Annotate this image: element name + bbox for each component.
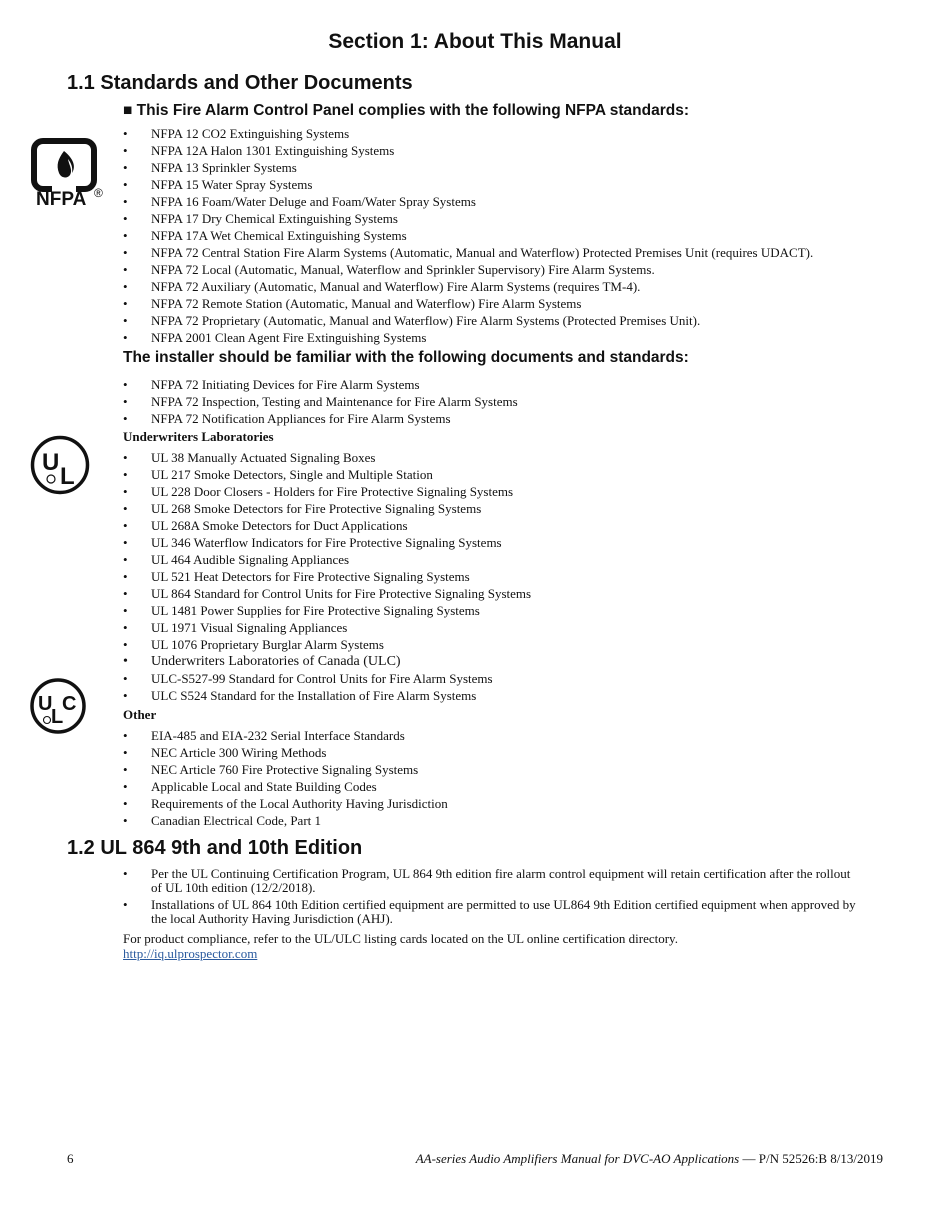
nfpa-logo xyxy=(28,137,108,209)
nfpa-standard-item: • NFPA 17A Wet Chemical Extinguishing Systems xyxy=(123,227,883,244)
installer-document-item: • NFPA 72 Initiating Devices for Fire Alarm Systems xyxy=(123,376,883,393)
ul-standard-item: • UL 1481 Power Supplies for Fire Protective Signaling Systems xyxy=(123,602,883,619)
section-1-2-heading: 1.2 UL 864 9th and 10th Edition xyxy=(67,837,363,859)
ulc-logo-graphic xyxy=(29,677,87,735)
other-heading: Other xyxy=(123,707,157,722)
ul-edition-item: • Per the UL Continuing Certification Program, UL 864 9th edition fire alarm control equipment will retain certification after the rollout of UL 10th edition (12/2/2018). xyxy=(123,867,863,895)
nfpa-standard-item: • NFPA 72 Proprietary (Automatic, Manual and Waterflow) Fire Alarm Systems (Protected Premises Unit). xyxy=(123,312,883,329)
installer-document-item: • NFPA 72 Notification Appliances for Fire Alarm Systems xyxy=(123,410,883,427)
ul-logo xyxy=(29,434,91,496)
ul-standard-item: • Underwriters Laboratories of Canada (ULC) xyxy=(123,653,883,670)
footer-manual-title: AA-series Audio Amplifiers Manual for DVC-AO Applications xyxy=(415,1151,740,1166)
ul-standards-list xyxy=(123,449,883,704)
other-documents-list xyxy=(123,727,883,829)
other-document-item: • EIA-485 and EIA-232 Serial Interface Standards xyxy=(123,727,883,744)
installer-document-item: • NFPA 72 Inspection, Testing and Maintenance for Fire Alarm Systems xyxy=(123,393,883,410)
nfpa-standards-list xyxy=(123,125,883,346)
other-document-item: • Applicable Local and State Building Codes xyxy=(123,778,883,795)
nfpa-standard-item: • NFPA 12 CO2 Extinguishing Systems xyxy=(123,125,883,142)
nfpa-standard-item: • NFPA 17 Dry Chemical Extinguishing Systems xyxy=(123,210,883,227)
ul-logo-graphic xyxy=(29,434,91,496)
ul-standard-item: • UL 1076 Proprietary Burglar Alarm Systems xyxy=(123,636,883,653)
ulc-logo xyxy=(29,677,87,735)
section-1-1-heading: 1.1 Standards and Other Documents xyxy=(67,72,413,94)
ul-standard-item: • UL 864 Standard for Control Units for Fire Protective Signaling Systems xyxy=(123,585,883,602)
installer-documents-list xyxy=(123,376,883,427)
ul-standard-item: • UL 268 Smoke Detectors for Fire Protective Signaling Systems xyxy=(123,500,883,517)
footer-part-number: — P/N 52526:B 8/13/2019 xyxy=(739,1151,883,1166)
ul-heading: Underwriters Laboratories xyxy=(123,429,274,444)
ul-logo-u: U xyxy=(42,449,60,476)
other-document-item: • NEC Article 760 Fire Protective Signaling Systems xyxy=(123,761,883,778)
other-document-item: • NEC Article 300 Wiring Methods xyxy=(123,744,883,761)
ul-standard-item: • UL 228 Door Closers - Holders for Fire Protective Signaling Systems xyxy=(123,483,883,500)
ul-standard-item: • ULC-S527-99 Standard for Control Units for Fire Alarm Systems xyxy=(123,670,883,687)
nfpa-standard-item: • NFPA 72 Auxiliary (Automatic, Manual and Waterflow) Fire Alarm Systems (requires TM-4). xyxy=(123,278,883,295)
nfpa-standard-item: • NFPA 13 Sprinkler Systems xyxy=(123,159,883,176)
nfpa-registered-mark: ® xyxy=(94,186,103,200)
other-document-item: • Canadian Electrical Code, Part 1 xyxy=(123,812,883,829)
ul-standard-item: • UL 521 Heat Detectors for Fire Protective Signaling Systems xyxy=(123,568,883,585)
compliance-text: For product compliance, refer to the UL/ULC listing cards located on the UL online certification directory. xyxy=(123,931,678,946)
ulc-logo-l: L xyxy=(51,706,64,728)
ul-standard-item: • UL 268A Smoke Detectors for Duct Applications xyxy=(123,517,883,534)
nfpa-standards-heading: ■ This Fire Alarm Control Panel complies with the following NFPA standards: xyxy=(123,102,689,119)
nfpa-standard-item: • NFPA 15 Water Spray Systems xyxy=(123,176,883,193)
ul-edition-item: • Installations of UL 864 10th Edition certified equipment are permitted to use UL864 9th Edition certified equipment when approved by the local Authority Having Jurisdiction (AHJ). xyxy=(123,898,863,926)
ul-standard-item: • ULC S524 Standard for the Installation of Fire Alarm Systems xyxy=(123,687,883,704)
ul-standard-item: • UL 1971 Visual Signaling Appliances xyxy=(123,619,883,636)
nfpa-standard-item: • NFPA 72 Remote Station (Automatic, Manual and Waterflow) Fire Alarm Systems xyxy=(123,295,883,312)
nfpa-standard-item: • NFPA 16 Foam/Water Deluge and Foam/Water Spray Systems xyxy=(123,193,883,210)
nfpa-standard-item: • NFPA 2001 Clean Agent Fire Extinguishing Systems xyxy=(123,329,883,346)
other-document-item: • Requirements of the Local Authority Having Jurisdiction xyxy=(123,795,883,812)
page-title: Section 1: About This Manual xyxy=(328,30,622,53)
installer-heading: The installer should be familiar with the following documents and standards: xyxy=(123,349,689,366)
ul-standard-item: • UL 346 Waterflow Indicators for Fire Protective Signaling Systems xyxy=(123,534,883,551)
nfpa-logo-text: NFPA xyxy=(36,189,87,209)
footer-manual-info xyxy=(416,1151,883,1167)
ul-standard-item: • UL 38 Manually Actuated Signaling Boxes xyxy=(123,449,883,466)
nfpa-standard-item: • NFPA 72 Central Station Fire Alarm Systems (Automatic, Manual and Waterflow) Protected Premises Unit (requires UDACT). xyxy=(123,244,883,261)
nfpa-standard-item: • NFPA 12A Halon 1301 Extinguishing Systems xyxy=(123,142,883,159)
ulc-logo-u: U xyxy=(38,693,53,715)
page-number: 6 xyxy=(67,1151,74,1166)
ul-standard-item: • UL 217 Smoke Detectors, Single and Multiple Station xyxy=(123,466,883,483)
ul-logo-l: L xyxy=(60,463,75,490)
ul-standard-item: • UL 464 Audible Signaling Appliances xyxy=(123,551,883,568)
nfpa-standard-item: • NFPA 72 Local (Automatic, Manual, Waterflow and Sprinkler Supervisory) Fire Alarm Systems. xyxy=(123,261,883,278)
ulprospector-link[interactable]: http://iq.ulprospector.com xyxy=(123,946,258,961)
nfpa-logo-graphic xyxy=(28,137,108,209)
ulc-logo-c: C xyxy=(62,693,77,715)
ul-864-edition-list xyxy=(123,867,863,929)
